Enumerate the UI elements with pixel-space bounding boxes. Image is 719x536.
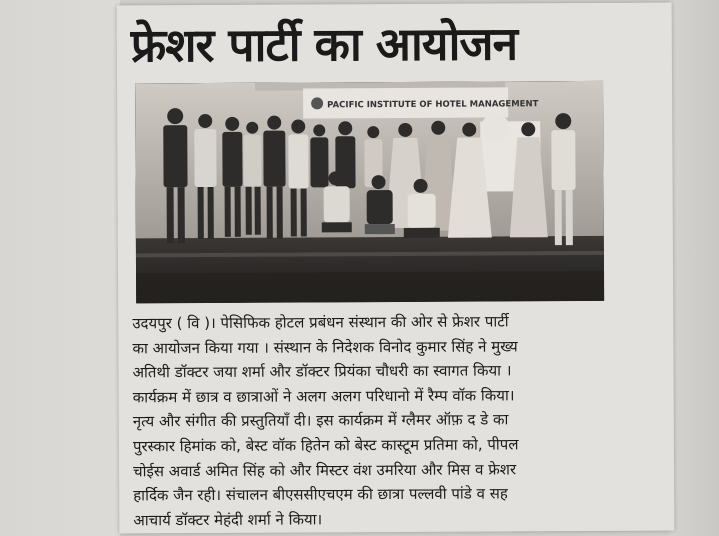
headline: फ्रेशर पार्टी का आयोजन (130, 16, 518, 73)
table-surface-left (0, 0, 120, 536)
article-line: आचार्य डॉक्टर मेहंदी शर्मा ने किया। (133, 510, 323, 530)
article-line: पुरस्कार हिमांक को, बेस्ट वॉक हितेन को बेस्ट कास्टूम प्रतिमा को, पीपल (132, 435, 519, 456)
stage-shadow (136, 271, 604, 303)
event-photo-illustration (135, 81, 604, 303)
event-photo (135, 81, 604, 303)
article-line: अतिथी डॉक्टर जया शर्मा और डॉक्टर प्रियंका चौधरी का स्वागत किया । (132, 361, 512, 382)
article-line: उदयपुर ( वि )। पेसिफिक होटल प्रबंधन संस्थान की ओर से फ्रेशर पार्टी (132, 312, 509, 333)
article-line: का आयोजन किया गया । संस्थान के निदेशक विनोद कुमार सिंह ने मुख्य (132, 336, 518, 357)
banner-logo-icon (311, 97, 323, 109)
article-line: कार्यक्रम में छात्र व छात्राओं ने अलग अलग परिधानो में रैम्प वॉक किया। (132, 386, 515, 407)
article-line: नृत्य और संगीत की प्रस्तुतियाँ दी। इस कार्यक्रम में ग्लैमर ऑफ़ द डे का (132, 410, 509, 431)
newspaper-clipping (117, 3, 675, 534)
article-line: चोईस अवार्ड अमित सिंह को और मिस्टर वंश उमरिया और मिस व फ्रेशर (133, 459, 517, 480)
article-body (132, 309, 629, 533)
article-line: हार्दिक जैन रही। संचालन बीएससीएचएम की छात्रा पल्लवी पांडे व सह (133, 484, 508, 505)
table-surface-right (669, 0, 719, 536)
banner-text: PACIFIC INSTITUTE OF HOTEL MANAGEMENT (327, 99, 539, 111)
